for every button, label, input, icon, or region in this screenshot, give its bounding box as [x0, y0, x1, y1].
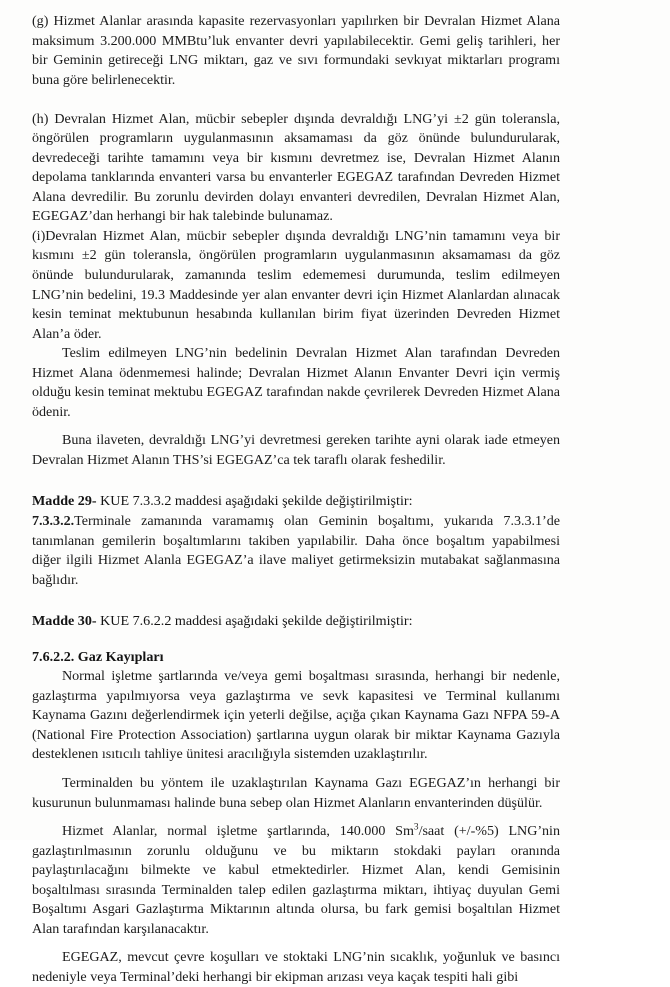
- paragraph-g: (g) Hizmet Alanlar arasında kapasite rezervasyonları yapılırken bir Devralan Hizmet Alana maksimum 3.200.000 MMBtu’luk envanter devri yapılabilecektir. Gemi geliş tarihleri, her bir Geminin getireceği LNG miktarı, gaz ve sıvı formundaki sevkıyat miktarları programı buna göre belirlenecektir.: [32, 13, 560, 88]
- paragraph-i: (i)Devralan Hizmet Alan, mücbir sebepler dışında devraldığı LNG’nin tamamını veya bir kısmını ±2 gün toleransla, öngörülen programların uygulanmasının aksamaması da göz önünde bulundurularak, zamanında teslim edememesi durumunda, teslim edilmeyen LNG’nin bedelini, 19.3 Maddesinde yer alan envanter devri için Hizmet Alanlardan alınacak kesin teminat mektubunun hesabında kullanılan birim fiyat üzerinden Devreden Hizmet Alan’a öder.: [32, 227, 560, 342]
- paragraph-normal-isletme: Normal işletme şartlarında ve/veya gemi boşaltması sırasında, herhangi bir nedenle, gazlaştırma yapılmıyorsa veya gazlaştırma ve sevk kapasitesi ve Terminal kullanımı Kaynama Gazını değerlendirmek için yeterli değilse, açığa çıkan Kaynama Gazı NFPA 59-A (National Fire Protection Association) şartlarına uygun olarak bir miktar Kaynama Gazıyla desteklenen ısıtıcılı tahliye ünitesi aracılığıyla sistemden uzaklaştırılır.: [32, 668, 560, 763]
- heading-7-6-2-2-gaz-kayiplari: [32, 648, 560, 668]
- paragraph-teslim-edilmeyen: Teslim edilmeyen LNG’nin bedelinin Devralan Hizmet Alan tarafından Devreden Hizmet Alana ödenmemesi halinde; Devralan Hizmet Alanın Envanter Devri için vermiş olduğu kesin teminat mektubu EGEGAZ tarafından nakde çevrilerek Devreden Hizmet Alana ödenir.: [32, 345, 560, 420]
- superscript-cubic: 3: [413, 822, 419, 833]
- heading-madde-30-text: KUE 7.6.2.2 maddesi aşağıdaki şekilde değiştirilmiştir:: [96, 613, 413, 630]
- paragraph-terminalden: Terminalden bu yöntem ile uzaklaştırılan Kaynama Gazı EGEGAZ’ın herhangi bir kusurunun bulunmaması halinde buna sebep olan Hizmet Alanların envanterinden düşülür.: [32, 774, 560, 811]
- paragraph-hizmet-alanlar-part1: Hizmet Alanlar, normal işletme şartlarında, 140.000 Sm: [62, 823, 414, 840]
- paragraph-h: (h) Devralan Hizmet Alan, mücbir sebepler dışında devraldığı LNG’yi ±2 gün toleransla, öngörülen programların uygulanmasının aksamaması da göz önünde bulundurularak, devredeceği tarihte tamamını veya bir kısmını devretmez ise, Devralan Hizmet Alanın depolama tanklarında envanteri varsa bu envanterler EGEGAZ tarafından Devreden Hizmet Alana devredilir. Bu zorunlu devirden dolayı envanteri devredilen, Devralan Hizmet Alan, EGEGAZ’dan herhangi bir hak talebinde bulunamaz.: [32, 110, 560, 225]
- paragraph-buna-ilaveten: Buna ilaveten, devraldığı LNG’yi devretmesi gereken tarihte ayni olarak iade etmeyen Devralan Hizmet Alanın THS’si EGEGAZ’ca tek taraflı olarak feshedilir.: [32, 432, 560, 468]
- paragraph-egegaz-mevcut: EGEGAZ, mevcut çevre koşulları ve stoktaki LNG’nin sıcaklık, yoğunluk ve basıncı nedeniyle veya Terminal’deki herhangi bir ekipman arızası veya kaçak tespiti hali gibi: [32, 949, 560, 985]
- heading-madde-30-label: Madde 30-: [32, 613, 97, 630]
- paragraph-hizmet-alanlar-part2: /saat (+/-%5) LNG’nin gazlaştırılmasının zorunlu olduğunu ve bu miktarın stokdaki payları oranında paylaştırılacağını bilmekte ve kabul etmektedirler. Hizmet Alan, kendi Gemisinin boşaltılması sırasında Terminalden talep edilen gazlaştırma miktarı, ihtiyaç duyulan Gemi Boşaltımı Asgari Gazlaştırma Miktarının altında olursa, bu fark gemisi boşaltılan Hizmet Alan tarafından karşılanacaktır.: [32, 823, 560, 937]
- document-text-body: [32, 12, 560, 987]
- heading-madde-29-label: Madde 29-: [32, 493, 97, 510]
- paragraph-7-3-3-2: [32, 512, 560, 590]
- heading-madde-30: [32, 612, 560, 632]
- clause-body-7-3-3-2: Terminale zamanında varamamış olan Geminin boşaltımı, yukarıda 7.3.3.1’de tanımlanan gemilerin boşaltımlarını takiben yapılabilir. Daha önce boşaltım yapabilmesi diğer ilgili Hizmet Alanla EGEGAZ’a ilave maliyet getirmeksizin mutabakat sağlanmasına bağlıdır.: [32, 512, 560, 588]
- clause-number-7-3-3-2: 7.3.3.2.: [32, 512, 75, 529]
- heading-7-6-2-2-label: 7.6.2.2. Gaz Kayıpları: [32, 648, 164, 665]
- heading-madde-29: [32, 492, 560, 512]
- heading-madde-29-text: KUE 7.3.3.2 maddesi aşağıdaki şekilde değiştirilmiştir:: [96, 493, 413, 510]
